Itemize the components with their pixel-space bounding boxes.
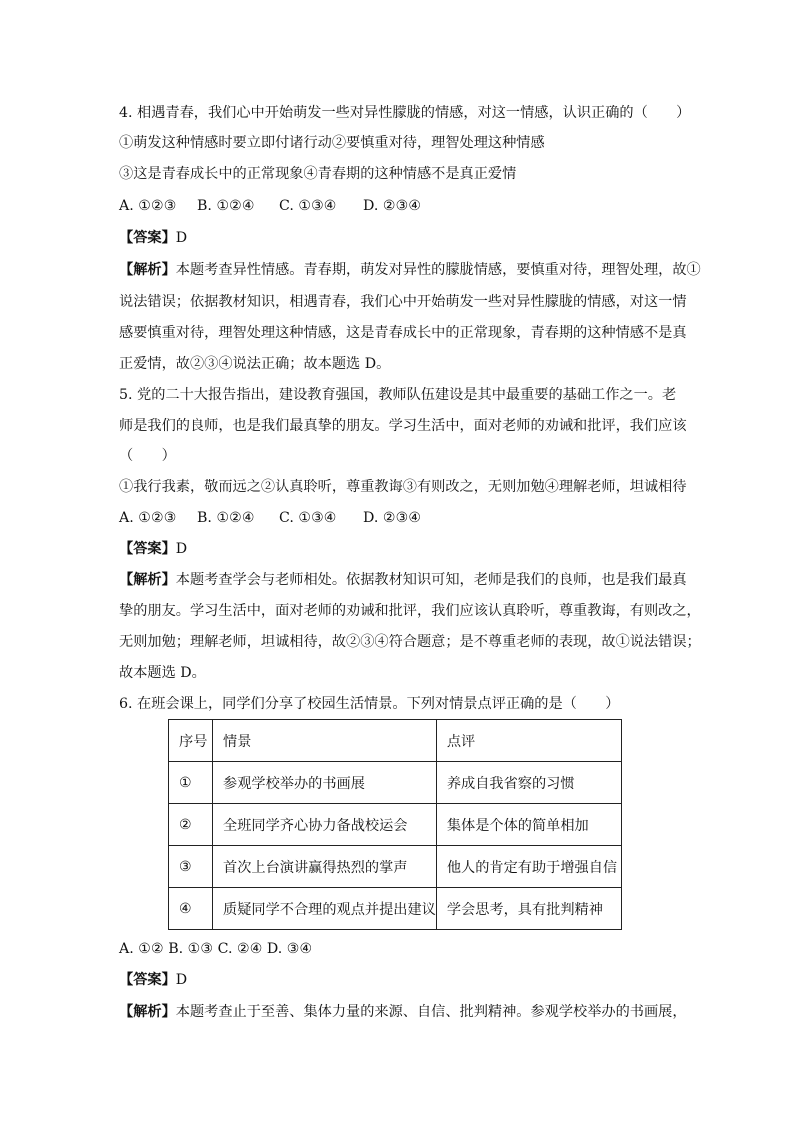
- q6-analysis-text-1: 本题考查止于至善、集体力量的来源、自信、批判精神。参观学校举办的书画展，: [175, 1004, 687, 1020]
- q4-stem: 4. 相遇青春，我们心中开始萌发一些对异性朦胧的情感，对这一情感，认识正确的（ ）: [119, 105, 691, 121]
- q6-scenario-table: [168, 719, 622, 930]
- q5-answer: [119, 539, 187, 559]
- q4-option-c: C. ①③④: [279, 198, 337, 214]
- q5-analysis-line-3: 无则加勉；理解老师，坦诚相待，故②③④符合题意；是不尊重老师的表现，故①说法错误；: [119, 634, 701, 650]
- q5-options: [119, 508, 421, 528]
- q4-analysis-line-2: 说法错误；依据教材知识，相遇青春，我们心中开始萌发一些对异性朦胧的情感，对这一情: [119, 294, 687, 310]
- table-row: [169, 846, 622, 888]
- q4-analysis-text-1: 本题考查异性情感。青春期，萌发对异性的朦胧情感，要慎重对待，理智处理，故①: [175, 262, 701, 278]
- q4-statements-line-1: ①萌发这种情感时要立即付诸行动②要慎重对待，理智处理这种情感: [119, 135, 545, 151]
- table-header-row: [169, 720, 622, 762]
- q6-answer-tag: 【答案】: [119, 972, 176, 988]
- q6-analysis-tag: 【解析】: [119, 1004, 176, 1020]
- table-cell-number: ①: [169, 762, 213, 804]
- q5-option-c: C. ①③④: [279, 510, 337, 526]
- q4-options: [119, 196, 421, 216]
- table-cell-number: ④: [169, 888, 213, 930]
- q4-option-d: D. ②③④: [363, 198, 422, 214]
- q4-statements-line-2: ③这是青春成长中的正常现象④青春期的这种情感不是真正爱情: [119, 166, 517, 182]
- table-cell-comment: 学会思考，具有批判精神: [436, 888, 621, 930]
- q6-analysis-line-1: [119, 1002, 687, 1022]
- q4-option-b: B. ①②④: [197, 198, 255, 214]
- table-header-scenario: 情景: [213, 720, 437, 762]
- table-cell-scenario: 质疑同学不合理的观点并提出建议: [213, 888, 437, 930]
- table-cell-scenario: 首次上台演讲赢得热烈的掌声: [213, 846, 437, 888]
- table-cell-comment: 养成自我省察的习惯: [436, 762, 621, 804]
- table-cell-scenario: 全班同学齐心协力备战校运会: [213, 804, 437, 846]
- q5-stem-line-3: （ ）: [119, 448, 176, 464]
- q6-stem: 6. 在班会课上，同学们分享了校园生活情景。下列对情景点评正确的是（ ）: [119, 696, 620, 712]
- q5-option-b: B. ①②④: [197, 510, 255, 526]
- q4-answer-tag: 【答案】: [119, 230, 176, 246]
- q4-analysis-tag: 【解析】: [119, 262, 176, 278]
- table-row: [169, 888, 622, 930]
- q5-option-d: D. ②③④: [363, 510, 422, 526]
- q5-answer-tag: 【答案】: [119, 541, 176, 557]
- q4-analysis-line-4: 正爱情，故②③④说法正确；故本题选 D。: [119, 356, 391, 372]
- q4-option-a: A. ①②③: [119, 198, 177, 214]
- q4-analysis-line-1: [119, 260, 701, 280]
- q5-statements: ①我行我素，敬而远之②认真聆听，尊重教诲③有则改之，无则加勉④理解老师，坦诚相待: [119, 479, 687, 495]
- table-header-number: 序号: [169, 720, 213, 762]
- q5-analysis-text-1: 本题考查学会与老师相处。依据教材知识可知，老师是我们的良师，也是我们最真: [175, 572, 687, 588]
- q5-answer-value: D: [175, 541, 188, 557]
- q6-answer: [119, 970, 187, 990]
- q4-answer-value: D: [175, 230, 188, 246]
- table-cell-comment: 他人的肯定有助于增强自信: [436, 846, 621, 888]
- table-row: [169, 804, 622, 846]
- q5-analysis-line-1: [119, 570, 687, 590]
- table-cell-comment: 集体是个体的简单相加: [436, 804, 621, 846]
- q5-analysis-line-2: 挚的朋友。学习生活中，面对老师的劝诫和批评，我们应该认真聆听，尊重教诲，有则改之，: [119, 603, 701, 619]
- table-cell-scenario: 参观学校举办的书画展: [213, 762, 437, 804]
- q6-answer-value: D: [175, 972, 188, 988]
- q5-analysis-tag: 【解析】: [119, 572, 176, 588]
- q5-option-a: A. ①②③: [119, 510, 177, 526]
- table-cell-number: ②: [169, 804, 213, 846]
- q6-options: A. ①② B. ①③ C. ②④ D. ③④: [119, 941, 313, 957]
- q4-answer: [119, 228, 187, 248]
- q5-analysis-line-4: 故本题选 D。: [119, 665, 206, 681]
- table-cell-number: ③: [169, 846, 213, 888]
- table-header-comment: 点评: [436, 720, 621, 762]
- q5-stem-line-1: 5. 党的二十大报告指出，建设教育强国，教师队伍建设是其中最重要的基础工作之一。老: [119, 387, 677, 403]
- q5-stem-line-2: 师是我们的良师，也是我们最真挚的朋友。学习生活中，面对老师的劝诫和批评，我们应该: [119, 418, 687, 434]
- q4-analysis-line-3: 感要慎重对待，理智处理这种情感，这是青春成长中的正常现象，青春期的这种情感不是真: [119, 325, 687, 341]
- table-row: [169, 762, 622, 804]
